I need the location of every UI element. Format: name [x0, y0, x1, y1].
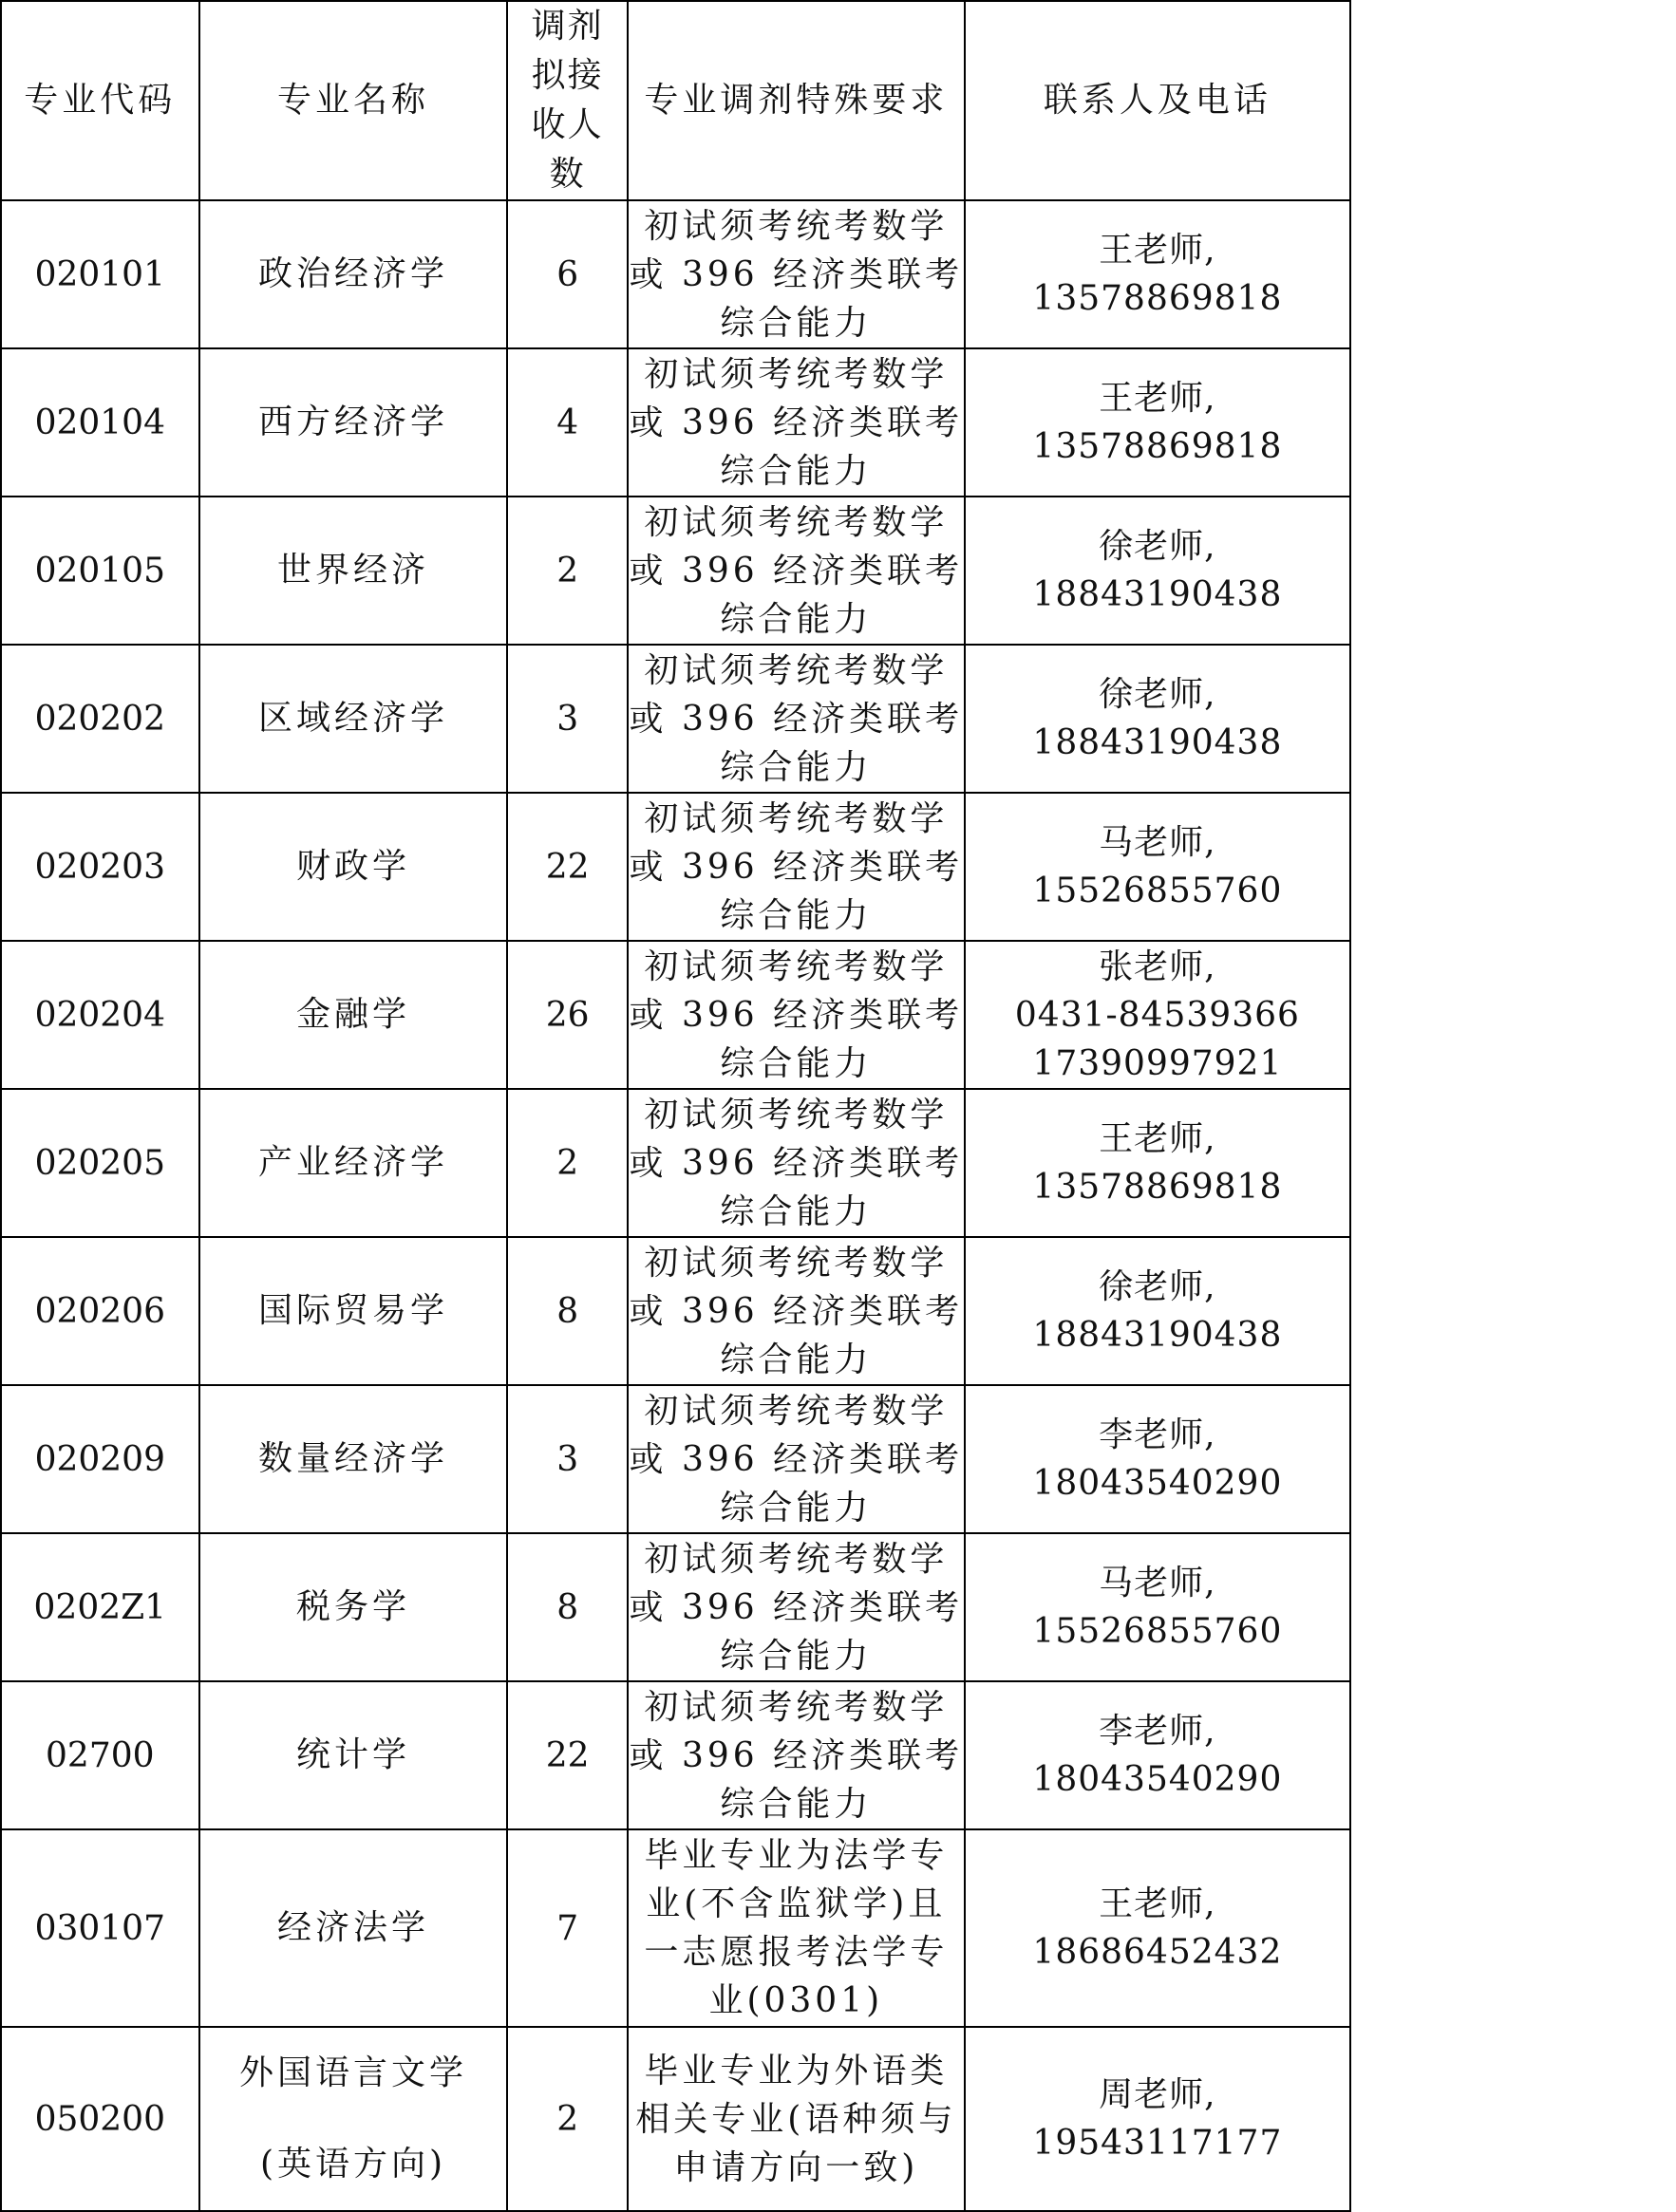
header-contact: 联系人及电话: [965, 1, 1350, 200]
table-row: [1, 200, 1350, 348]
cell-quota: 8: [507, 1237, 627, 1385]
table-row: [1, 1237, 1350, 1385]
cell-name: 西方经济学: [199, 348, 508, 497]
cell-code: 020203: [1, 793, 199, 941]
cell-requirement: 初试须考统考数学或 396 经济类联考综合能力: [628, 941, 965, 1089]
table-row: [1, 1681, 1350, 1829]
cell-name: 区域经济学: [199, 645, 508, 793]
cell-requirement: 初试须考统考数学或 396 经济类联考综合能力: [628, 1237, 965, 1385]
cell-name: 国际贸易学: [199, 1237, 508, 1385]
cell-quota: 2: [507, 497, 627, 645]
cell-contact: 王老师, 13578869818: [965, 1089, 1350, 1237]
cell-contact: 王老师, 13578869818: [965, 348, 1350, 497]
table-row: [1, 348, 1350, 497]
cell-requirement: 初试须考统考数学或 396 经济类联考综合能力: [628, 1385, 965, 1533]
table-row: [1, 1089, 1350, 1237]
table-row: [1, 1385, 1350, 1533]
cell-quota: 3: [507, 645, 627, 793]
cell-quota: 3: [507, 1385, 627, 1533]
table-row: [1, 497, 1350, 645]
cell-requirement: 初试须考统考数学或 396 经济类联考综合能力: [628, 1089, 965, 1237]
cell-contact: 徐老师, 18843190438: [965, 1237, 1350, 1385]
cell-requirement: 毕业专业为法学专业(不含监狱学)且一志愿报考法学专业(0301): [628, 1829, 965, 2027]
cell-quota: 6: [507, 200, 627, 348]
cell-requirement: 初试须考统考数学或 396 经济类联考综合能力: [628, 497, 965, 645]
header-quota: 调剂拟接收人数: [507, 1, 627, 200]
cell-name: 世界经济: [199, 497, 508, 645]
cell-contact: 王老师, 18686452432: [965, 1829, 1350, 2027]
cell-contact: 王老师, 13578869818: [965, 200, 1350, 348]
cell-name: 数量经济学: [199, 1385, 508, 1533]
cell-contact: 徐老师, 18843190438: [965, 645, 1350, 793]
cell-quota: 22: [507, 793, 627, 941]
cell-contact: 李老师, 18043540290: [965, 1681, 1350, 1829]
table-row: [1, 1829, 1350, 2027]
cell-contact: 周老师, 19543117177: [965, 2027, 1350, 2211]
cell-code: 020104: [1, 348, 199, 497]
cell-name: 外国语言文学 (英语方向): [199, 2027, 508, 2211]
table-row: [1, 1533, 1350, 1681]
cell-contact: 马老师, 15526855760: [965, 793, 1350, 941]
cell-code: 020205: [1, 1089, 199, 1237]
cell-code: 020206: [1, 1237, 199, 1385]
table-row: [1, 2027, 1350, 2211]
cell-requirement: 初试须考统考数学或 396 经济类联考综合能力: [628, 793, 965, 941]
cell-contact: 李老师, 18043540290: [965, 1385, 1350, 1533]
cell-name: 金融学: [199, 941, 508, 1089]
cell-code: 020105: [1, 497, 199, 645]
cell-requirement: 初试须考统考数学或 396 经济类联考综合能力: [628, 348, 965, 497]
cell-name: 统计学: [199, 1681, 508, 1829]
cell-quota: 2: [507, 1089, 627, 1237]
cell-requirement: 初试须考统考数学或 396 经济类联考综合能力: [628, 1681, 965, 1829]
cell-name: 财政学: [199, 793, 508, 941]
cell-requirement: 初试须考统考数学或 396 经济类联考综合能力: [628, 200, 965, 348]
cell-code: 050200: [1, 2027, 199, 2211]
cell-code: 030107: [1, 1829, 199, 2027]
cell-name: 税务学: [199, 1533, 508, 1681]
cell-requirement: 初试须考统考数学或 396 经济类联考综合能力: [628, 1533, 965, 1681]
header-name: 专业名称: [199, 1, 508, 200]
header-code: 专业代码: [1, 1, 199, 200]
table-row: [1, 793, 1350, 941]
cell-requirement: 初试须考统考数学或 396 经济类联考综合能力: [628, 645, 965, 793]
header-requirement: 专业调剂特殊要求: [628, 1, 965, 200]
table-header-row: [1, 1, 1350, 200]
cell-quota: 26: [507, 941, 627, 1089]
cell-quota: 7: [507, 1829, 627, 2027]
cell-code: 020202: [1, 645, 199, 793]
cell-contact: 徐老师, 18843190438: [965, 497, 1350, 645]
cell-code: 0202Z1: [1, 1533, 199, 1681]
cell-name: 产业经济学: [199, 1089, 508, 1237]
table-row: [1, 645, 1350, 793]
cell-contact: 张老师, 0431-84539366 17390997921: [965, 941, 1350, 1089]
cell-requirement: 毕业专业为外语类相关专业(语种须与申请方向一致): [628, 2027, 965, 2211]
cell-code: 020204: [1, 941, 199, 1089]
cell-quota: 4: [507, 348, 627, 497]
cell-quota: 2: [507, 2027, 627, 2211]
cell-name: 经济法学: [199, 1829, 508, 2027]
table-row: [1, 941, 1350, 1089]
cell-quota: 8: [507, 1533, 627, 1681]
cell-code: 02700: [1, 1681, 199, 1829]
cell-code: 020209: [1, 1385, 199, 1533]
cell-name: 政治经济学: [199, 200, 508, 348]
cell-quota: 22: [507, 1681, 627, 1829]
cell-code: 020101: [1, 200, 199, 348]
cell-contact: 马老师, 15526855760: [965, 1533, 1350, 1681]
